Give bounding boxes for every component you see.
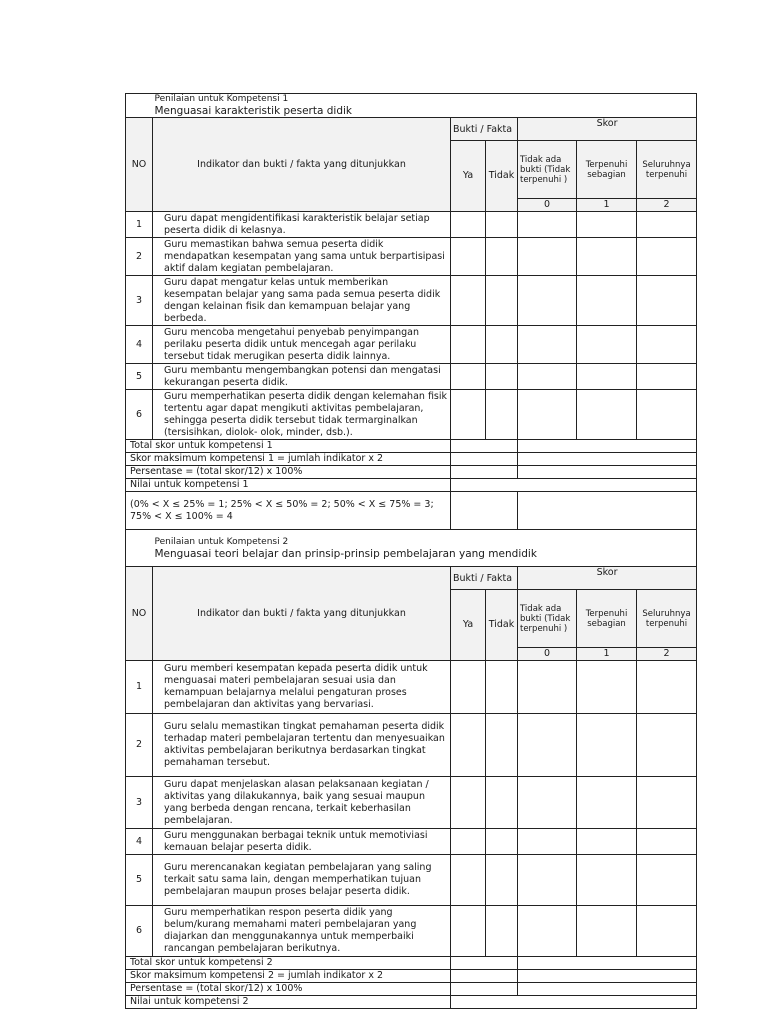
no-header: NO [126, 567, 153, 661]
score-1-cell[interactable] [577, 855, 637, 906]
score-0-cell[interactable] [518, 276, 577, 326]
assessment-form [125, 93, 696, 1009]
score-2-label: Seluruhnya terpenuhi [637, 141, 697, 199]
indicator-row [126, 390, 697, 440]
k2-section [126, 530, 697, 1009]
no-cell[interactable] [486, 326, 518, 364]
evidence-header: Bukti / Fakta [451, 118, 518, 141]
no-cell[interactable] [486, 829, 518, 855]
score-header: Skor [518, 567, 697, 590]
score-0-cell[interactable] [518, 212, 577, 238]
yes-cell[interactable] [451, 364, 486, 390]
indicator-row [126, 661, 697, 714]
score-1-cell[interactable] [577, 906, 637, 957]
yes-cell[interactable] [451, 276, 486, 326]
k2-title: Menguasai teori belajar dan prinsip-prinsip pembelajaran yang mendidik [154, 547, 537, 560]
k2-max-row-label: Skor maksimum kompetensi 2 = jumlah indikator x 2 [126, 970, 451, 983]
k2-max-row-value-cell[interactable] [518, 970, 697, 983]
yes-cell[interactable] [451, 714, 486, 777]
k2-title-row [126, 530, 697, 567]
k2-max-row-evidence-cell[interactable] [451, 970, 518, 983]
no-cell[interactable] [486, 777, 518, 829]
k1-max-row-label: Skor maksimum kompetensi 1 = jumlah indikator x 2 [126, 453, 451, 466]
no-cell[interactable] [486, 364, 518, 390]
indicator-text: Guru dapat mengidentifikasi karakteristik belajar setiap peserta didik di kelasnya. [153, 212, 451, 238]
k1-total-row-value-cell[interactable] [518, 440, 697, 453]
score-2-cell[interactable] [637, 326, 697, 364]
k1-nilai-row-label: Nilai untuk kompetensi 1 [126, 479, 451, 492]
yes-cell[interactable] [451, 855, 486, 906]
indicator-row [126, 714, 697, 777]
k2-max-row [126, 970, 697, 983]
k1-max-row [126, 453, 697, 466]
no-cell[interactable] [486, 390, 518, 440]
score-0-cell[interactable] [518, 714, 577, 777]
assessment-table [125, 93, 697, 1009]
k2-total-row-label: Total skor untuk kompetensi 2 [126, 957, 451, 970]
k1-percent-row-label: Persentase = (total skor/12) x 100% [126, 466, 451, 479]
indicator-row [126, 238, 697, 276]
score-0-label: Tidak ada bukti (Tidak terpenuhi ) [518, 141, 577, 199]
indicator-number: 3 [126, 777, 153, 829]
indicator-text: Guru memperhatikan peserta didik dengan kelemahan fisik tertentu agar dapat mengikuti aktivitas pembelajaran, sehingga peserta didik tersebut tidak termarginalkan (tersisihkan, diolok- olok, minder, dsb.). [153, 390, 451, 440]
score-0-value: 0 [518, 199, 577, 212]
score-0-cell[interactable] [518, 364, 577, 390]
indicator-number: 3 [126, 276, 153, 326]
no-cell[interactable] [486, 238, 518, 276]
k2-label: Penilaian untuk Kompetensi 2 [154, 536, 289, 547]
score-1-cell[interactable] [577, 777, 637, 829]
indicator-text: Guru menggunakan berbagai teknik untuk memotiviasi kemauan belajar peserta didik. [153, 829, 451, 855]
k1-total-row [126, 440, 697, 453]
k1-header-row-1 [126, 118, 697, 141]
k1-scale-text: (0% < X ≤ 25% = 1; 25% < X ≤ 50% = 2; 50% < X ≤ 75% = 3; 75% < X ≤ 100% = 4 [126, 492, 451, 530]
indicator-text: Guru memberi kesempatan kepada peserta didik untuk menguasai materi pembelajaran sesuai usia dan kemampuan belajarnya melalui pengaturan proses pembelajaran dan aktivitas yang bervariasi. [153, 661, 451, 714]
evidence-header: Bukti / Fakta [451, 567, 518, 590]
score-1-cell[interactable] [577, 212, 637, 238]
yes-cell[interactable] [451, 906, 486, 957]
yes-cell[interactable] [451, 661, 486, 714]
indicator-number: 4 [126, 829, 153, 855]
no-cell[interactable] [486, 855, 518, 906]
score-0-cell[interactable] [518, 906, 577, 957]
score-1-value: 1 [577, 648, 637, 661]
indicator-number: 1 [126, 661, 153, 714]
indicator-number: 5 [126, 855, 153, 906]
k1-max-row-value-cell[interactable] [518, 453, 697, 466]
indicator-text: Guru memperhatikan respon peserta didik yang belum/kurang memahami materi pembelajaran yang diajarkan dan menggunakannya untuk memperbaiki rancangan pembelajaran berikutnya. [153, 906, 451, 957]
score-1-cell[interactable] [577, 661, 637, 714]
indicator-row [126, 777, 697, 829]
score-2-cell[interactable] [637, 714, 697, 777]
k2-total-row [126, 957, 697, 970]
k1-percent-row [126, 466, 697, 479]
k1-total-row-evidence-cell[interactable] [451, 440, 518, 453]
score-1-cell[interactable] [577, 829, 637, 855]
k1-nilai-value-cell[interactable] [451, 479, 697, 492]
score-1-cell[interactable] [577, 364, 637, 390]
k2-percent-row-label: Persentase = (total skor/12) x 100% [126, 983, 451, 996]
score-2-cell[interactable] [637, 829, 697, 855]
score-1-cell[interactable] [577, 238, 637, 276]
score-0-cell[interactable] [518, 326, 577, 364]
no-cell[interactable] [486, 276, 518, 326]
no-evidence-header: Tidak [486, 590, 518, 661]
score-0-cell[interactable] [518, 829, 577, 855]
score-0-value: 0 [518, 648, 577, 661]
indicator-number: 5 [126, 364, 153, 390]
indicator-row [126, 212, 697, 238]
score-0-cell[interactable] [518, 238, 577, 276]
indicator-number: 2 [126, 238, 153, 276]
score-2-cell[interactable] [637, 855, 697, 906]
indicator-row [126, 829, 697, 855]
k1-nilai-row [126, 479, 697, 492]
no-cell[interactable] [486, 212, 518, 238]
k2-nilai-row [126, 996, 697, 1009]
k1-total-row-label: Total skor untuk kompetensi 1 [126, 440, 451, 453]
score-0-cell[interactable] [518, 661, 577, 714]
yes-header: Ya [451, 590, 486, 661]
score-0-cell[interactable] [518, 855, 577, 906]
indicator-number: 4 [126, 326, 153, 364]
score-2-cell[interactable] [637, 364, 697, 390]
yes-header: Ya [451, 141, 486, 212]
yes-cell[interactable] [451, 238, 486, 276]
indicator-header: Indikator dan bukti / fakta yang ditunjukkan [153, 118, 451, 212]
score-1-label: Terpenuhi sebagian [577, 141, 637, 199]
yes-cell[interactable] [451, 390, 486, 440]
k1-percent-row-value-cell[interactable] [518, 466, 697, 479]
no-cell[interactable] [486, 906, 518, 957]
k2-percent-row [126, 983, 697, 996]
score-1-cell[interactable] [577, 714, 637, 777]
k2-percent-row-value-cell[interactable] [518, 983, 697, 996]
k1-scale-evidence-cell[interactable] [451, 492, 518, 530]
indicator-row [126, 906, 697, 957]
score-2-cell[interactable] [637, 212, 697, 238]
indicator-text: Guru selalu memastikan tingkat pemahaman peserta didik terhadap materi pembelajaran tertentu dan menyesuaikan aktivitas pembelajaran berikutnya berdasarkan tingkat pemahaman tersebut. [153, 714, 451, 777]
score-0-cell[interactable] [518, 777, 577, 829]
score-1-value: 1 [577, 199, 637, 212]
indicator-text: Guru membantu mengembangkan potensi dan mengatasi kekurangan peserta didik. [153, 364, 451, 390]
k1-scale-row [126, 492, 697, 530]
k1-title: Menguasai karakteristik peserta didik [154, 105, 352, 117]
k1-percent-row-evidence-cell[interactable] [451, 466, 518, 479]
score-0-cell[interactable] [518, 390, 577, 440]
score-1-cell[interactable] [577, 390, 637, 440]
score-0-label: Tidak ada bukti (Tidak terpenuhi ) [518, 590, 577, 648]
k2-nilai-row-label: Nilai untuk kompetensi 2 [126, 996, 451, 1009]
score-2-cell[interactable] [637, 390, 697, 440]
k1-title-row [126, 94, 697, 118]
indicator-number: 1 [126, 212, 153, 238]
yes-cell[interactable] [451, 777, 486, 829]
score-2-cell[interactable] [637, 276, 697, 326]
indicator-number: 6 [126, 906, 153, 957]
score-2-value: 2 [637, 199, 697, 212]
indicator-header: Indikator dan bukti / fakta yang ditunjukkan [153, 567, 451, 661]
score-2-cell[interactable] [637, 238, 697, 276]
no-cell[interactable] [486, 661, 518, 714]
yes-cell[interactable] [451, 326, 486, 364]
k1-scale-value-cell[interactable] [518, 492, 697, 530]
k1-label: Penilaian untuk Kompetensi 1 [154, 94, 289, 104]
score-2-value: 2 [637, 648, 697, 661]
no-evidence-header: Tidak [486, 141, 518, 212]
indicator-number: 2 [126, 714, 153, 777]
score-1-label: Terpenuhi sebagian [577, 590, 637, 648]
indicator-text: Guru merencanakan kegiatan pembelajaran yang saling terkait satu sama lain, dengan memperhatikan tujuan pembelajaran maupun proses belajar peserta didik. [153, 855, 451, 906]
score-2-cell[interactable] [637, 661, 697, 714]
yes-cell[interactable] [451, 212, 486, 238]
k1-max-row-evidence-cell[interactable] [451, 453, 518, 466]
yes-cell[interactable] [451, 829, 486, 855]
score-1-cell[interactable] [577, 326, 637, 364]
k2-nilai-value-cell[interactable] [451, 996, 697, 1009]
score-2-label: Seluruhnya terpenuhi [637, 590, 697, 648]
indicator-number: 6 [126, 390, 153, 440]
score-2-cell[interactable] [637, 906, 697, 957]
indicator-text: Guru dapat mengatur kelas untuk memberikan kesempatan belajar yang sama pada semua peserta didik dengan kelainan fisik dan kemampuan belajar yang berbeda. [153, 276, 451, 326]
indicator-row [126, 326, 697, 364]
no-cell[interactable] [486, 714, 518, 777]
indicator-text: Guru dapat menjelaskan alasan pelaksanaan kegiatan / aktivitas yang dilakukannya, baik yang sesuai maupun yang berbeda dengan rencana, terkait keberhasilan pembelajaran. [153, 777, 451, 829]
k2-total-row-value-cell[interactable] [518, 957, 697, 970]
indicator-text: Guru mencoba mengetahui penyebab penyimpangan perilaku peserta didik untuk mencegah agar perilaku tersebut tidak merugikan peserta didik lainnya. [153, 326, 451, 364]
score-header: Skor [518, 118, 697, 141]
no-header: NO [126, 118, 153, 212]
score-2-cell[interactable] [637, 777, 697, 829]
indicator-text: Guru memastikan bahwa semua peserta didik mendapatkan kesempatan yang sama untuk berpartisipasi aktif dalam kegiatan pembelajaran. [153, 238, 451, 276]
k2-total-row-evidence-cell[interactable] [451, 957, 518, 970]
k2-percent-row-evidence-cell[interactable] [451, 983, 518, 996]
indicator-row [126, 364, 697, 390]
k2-header-row-1 [126, 567, 697, 590]
indicator-row [126, 855, 697, 906]
score-1-cell[interactable] [577, 276, 637, 326]
indicator-row [126, 276, 697, 326]
